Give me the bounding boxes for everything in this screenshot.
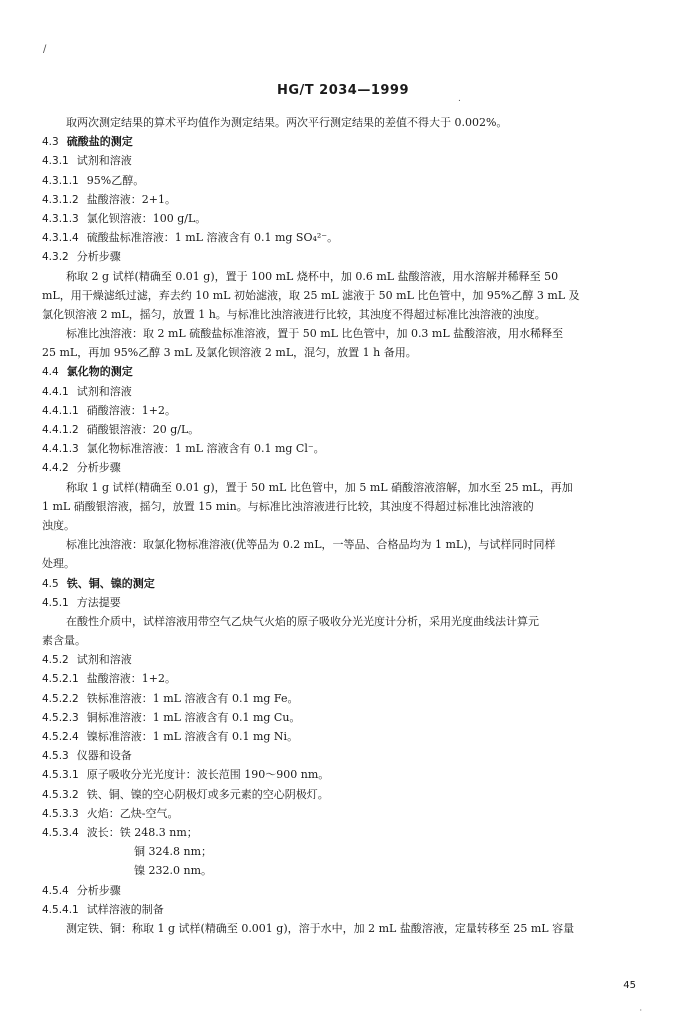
stray-mark: / xyxy=(43,44,47,55)
line-text: 盐酸溶液：1+2。 xyxy=(86,672,176,686)
numbered-item xyxy=(42,401,642,420)
numbered-item xyxy=(42,458,642,477)
line-text: 95%乙醇。 xyxy=(86,173,145,187)
clause-number: 4.4.1.3 xyxy=(42,443,79,456)
numbered-item xyxy=(42,439,642,458)
section-heading xyxy=(42,362,642,381)
paragraph-line xyxy=(42,535,642,554)
line-text: 测定铁、铜：称取 1 g 试样(精确至 0.001 g)，溶于水中，加 2 mL 盐酸溶液，定量转移至 25 mL 容量 xyxy=(66,921,575,935)
clause-number: 4.4.1 xyxy=(42,385,69,398)
line-text: 硫酸盐的测定 xyxy=(66,135,133,149)
line-text: 火焰：乙炔-空气。 xyxy=(86,806,179,820)
clause-number: 4.4.1.1 xyxy=(42,404,79,417)
numbered-item xyxy=(42,171,642,190)
line-text: 氯化钡溶液 2 mL，摇匀，放置 1 h。与标准比浊溶液进行比较，其浊度不得超过标准比浊溶液的浊度。 xyxy=(42,307,546,321)
running-header: HG/T 2034—1999 xyxy=(276,83,410,98)
clause-number: 4.3.1.3 xyxy=(42,212,79,225)
line-text: 试剂和溶液 xyxy=(76,653,132,667)
numbered-item xyxy=(42,420,642,439)
numbered-item xyxy=(42,727,642,746)
line-text: 铁、铜、镍的空心阴极灯或多元素的空心阴极灯。 xyxy=(86,787,329,801)
numbered-item xyxy=(42,708,642,727)
paragraph-line xyxy=(42,919,642,938)
line-text: 分析步骤 xyxy=(76,461,121,475)
numbered-item xyxy=(42,151,642,170)
numbered-item xyxy=(42,804,642,823)
line-text: 浊度。 xyxy=(42,518,75,532)
clause-number: 4.3.1 xyxy=(42,155,69,168)
clause-number: 4.3 xyxy=(42,136,59,149)
numbered-item xyxy=(42,689,642,708)
line-text: 分析步骤 xyxy=(76,250,121,264)
line-text: 氯化物标准溶液：1 mL 溶液含有 0.1 mg Cl⁻。 xyxy=(86,442,325,456)
line-text: 方法提要 xyxy=(76,595,121,609)
numbered-item xyxy=(42,190,642,209)
clause-number: 4.5.2.3 xyxy=(42,711,79,724)
tail-mark: · xyxy=(639,1006,642,1015)
clause-number: 4.5 xyxy=(42,577,59,590)
paragraph-line xyxy=(42,631,642,650)
line-text: 称取 2 g 试样(精确至 0.01 g)，置于 100 mL 烧杯中，加 0.6 mL 盐酸溶液，用水溶解并稀释至 50 xyxy=(66,269,559,283)
paragraph-line xyxy=(42,554,642,573)
clause-number: 4.5.1 xyxy=(42,596,69,609)
line-text: 标准比浊溶液：取 2 mL 硫酸盐标准溶液，置于 50 mL 比色管中，加 0.3 mL 盐酸溶液，用水稀释至 xyxy=(66,327,564,341)
paragraph-line xyxy=(42,516,642,535)
line-text: 硝酸溶液：1+2。 xyxy=(86,403,176,417)
clause-number: 4.5.3 xyxy=(42,750,69,763)
header-dot: . xyxy=(458,94,461,104)
line-text: 标准比浊溶液：取氯化物标准溶液(优等品为 0.2 mL，一等品、合格品均为 1 mL)，与试样同时同样 xyxy=(66,538,556,552)
clause-number: 4.5.4.1 xyxy=(42,903,79,916)
paragraph-line xyxy=(42,286,642,305)
line-text: 称取 1 g 试样(精确至 0.01 g)，置于 50 mL 比色管中，加 5 mL 硝酸溶液溶解，加水至 25 mL，再加 xyxy=(66,480,573,494)
line-text: 氯化物的测定 xyxy=(66,365,133,379)
clause-number: 4.5.2.1 xyxy=(42,673,79,686)
numbered-item xyxy=(42,228,642,247)
line-text: mL，用干燥滤纸过滤，弃去约 10 mL 初始滤液，取 25 mL 滤液于 50 mL 比色管中，加 95%乙醇 3 mL 及 xyxy=(42,288,580,302)
clause-number: 4.5.3.1 xyxy=(42,769,79,782)
line-text: 处理。 xyxy=(42,557,75,571)
line-text: 镍标准溶液：1 mL 溶液含有 0.1 mg Ni。 xyxy=(86,730,299,743)
paragraph-line xyxy=(42,343,642,362)
line-text: 铁、铜、镍的测定 xyxy=(66,576,155,590)
paragraph-line xyxy=(42,497,642,516)
line-text: 取两次测定结果的算术平均值作为测定结果。两次平行测定结果的差值不得大于 0.002%。 xyxy=(66,116,508,129)
paragraph-line xyxy=(42,267,642,286)
line-text: 1 mL 硝酸银溶液，摇匀，放置 15 min。与标准比浊溶液进行比较，其浊度不得超过标准比浊溶液的 xyxy=(42,499,534,513)
numbered-item xyxy=(42,669,642,688)
line-text: 盐酸溶液：2+1。 xyxy=(86,192,176,206)
line-text: 原子吸收分光光度计：波长范围 190～900 nm。 xyxy=(86,768,330,782)
line-text: 25 mL，再加 95%乙醇 3 mL 及氯化钡溶液 2 mL，混匀，放置 1 h 备用。 xyxy=(42,346,417,360)
numbered-item xyxy=(42,900,642,919)
clause-number: 4.3.1.2 xyxy=(42,193,79,206)
clause-number: 4.5.2 xyxy=(42,654,69,667)
line-text: 试剂和溶液 xyxy=(76,384,132,398)
numbered-item xyxy=(42,593,642,612)
clause-number: 4.5.3.2 xyxy=(42,788,79,801)
numbered-item xyxy=(42,765,642,784)
clause-number: 4.4.2 xyxy=(42,462,69,475)
clause-number: 4.3.2 xyxy=(42,251,69,264)
clause-number: 4.3.1.4 xyxy=(42,232,79,245)
clause-number: 4.5.2.4 xyxy=(42,731,79,743)
clause-number: 4.5.2.2 xyxy=(42,692,79,705)
paragraph-line xyxy=(42,842,642,861)
clause-number: 4.5.3.4 xyxy=(42,826,79,839)
paragraph-line xyxy=(42,305,642,324)
numbered-item xyxy=(42,209,642,228)
line-text: 波长：铁 248.3 nm； xyxy=(86,825,198,839)
line-text: 分析步骤 xyxy=(76,883,121,897)
clause-number: 4.4.1.2 xyxy=(42,424,79,436)
numbered-item xyxy=(42,823,642,842)
numbered-item xyxy=(42,650,642,669)
line-text: 铜 324.8 nm； xyxy=(134,845,212,859)
numbered-item xyxy=(42,382,642,401)
line-text: 素含量。 xyxy=(42,634,86,648)
section-heading xyxy=(42,132,642,151)
line-text: 镍 232.0 nm。 xyxy=(134,864,212,878)
line-text: 铜标准溶液：1 mL 溶液含有 0.1 mg Cu。 xyxy=(86,710,301,724)
line-text: 氯化钡溶液：100 g/L。 xyxy=(86,211,207,225)
line-text: 在酸性介质中，试样溶液用带空气乙炔气火焰的原子吸收分光光度计分析，采用光度曲线法计算元 xyxy=(66,614,539,628)
paragraph-line xyxy=(42,478,642,497)
clause-number: 4.5.3.3 xyxy=(42,807,79,820)
numbered-item xyxy=(42,881,642,900)
page-number: 45 xyxy=(623,980,636,991)
line-text: 试剂和溶液 xyxy=(76,154,132,168)
numbered-item xyxy=(42,247,642,266)
line-text: 仪器和设备 xyxy=(76,749,132,763)
line-text: 硝酸银溶液：20 g/L。 xyxy=(86,423,200,436)
paragraph-line xyxy=(42,324,642,343)
clause-number: 4.3.1.1 xyxy=(42,174,79,187)
line-text: 试样溶液的制备 xyxy=(86,902,164,916)
paragraph-line xyxy=(42,612,642,631)
line-text: 铁标准溶液：1 mL 溶液含有 0.1 mg Fe。 xyxy=(86,691,299,705)
body-text xyxy=(42,113,642,938)
paragraph-line xyxy=(42,861,642,880)
numbered-item xyxy=(42,746,642,765)
clause-number: 4.4 xyxy=(42,366,59,379)
paragraph-line xyxy=(42,113,642,132)
section-heading xyxy=(42,574,642,593)
line-text: 硫酸盐标准溶液：1 mL 溶液含有 0.1 mg SO₄²⁻。 xyxy=(86,231,339,245)
clause-number: 4.5.4 xyxy=(42,884,69,897)
numbered-item xyxy=(42,785,642,804)
